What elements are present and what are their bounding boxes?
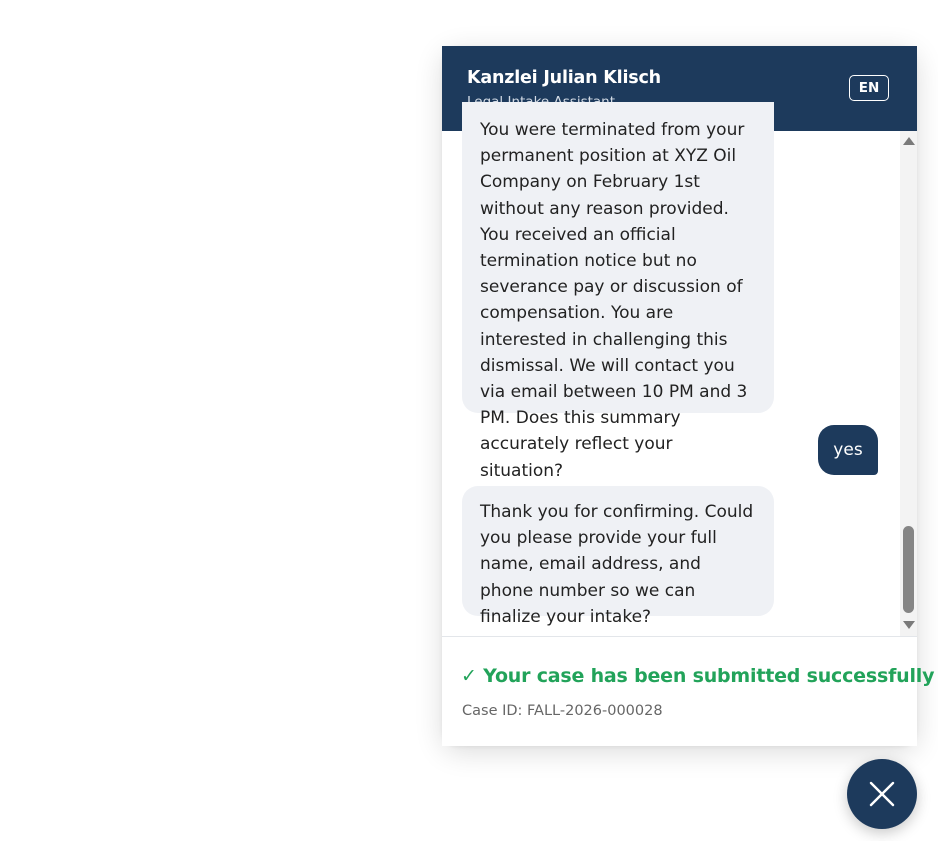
case-id: Case ID: FALL-2026-000028 (462, 703, 663, 719)
assistant-message: Thank you for confirming. Could you please provide your full name, email address, and phone number so we can finalize your intake? (462, 486, 774, 616)
firm-name: Kanzlei Julian Klisch (467, 68, 661, 88)
close-icon (869, 781, 895, 807)
scroll-up-arrow-icon[interactable] (903, 137, 915, 145)
message-list[interactable] (442, 120, 917, 636)
success-message: ✓ Your case has been submitted successfully (461, 665, 935, 687)
submission-status (442, 636, 935, 746)
scrollbar-thumb[interactable] (903, 526, 914, 613)
user-message: yes (818, 425, 878, 475)
close-chat-button[interactable] (847, 759, 917, 829)
message-scrollbar[interactable] (900, 131, 917, 636)
assistant-message: You were terminated from your permanent position at XYZ Oil Company on February 1st without any reason provided. You received an official termination notice but no severance pay or discussion of compensation. You are interested in challenging this dismissal. We will contact you via email between 10 PM and 3 PM. Does this summary accurately reflect your situation? (462, 102, 774, 413)
chat-widget (442, 46, 935, 746)
language-toggle-button[interactable]: EN (849, 75, 889, 101)
scroll-down-arrow-icon[interactable] (903, 621, 915, 629)
